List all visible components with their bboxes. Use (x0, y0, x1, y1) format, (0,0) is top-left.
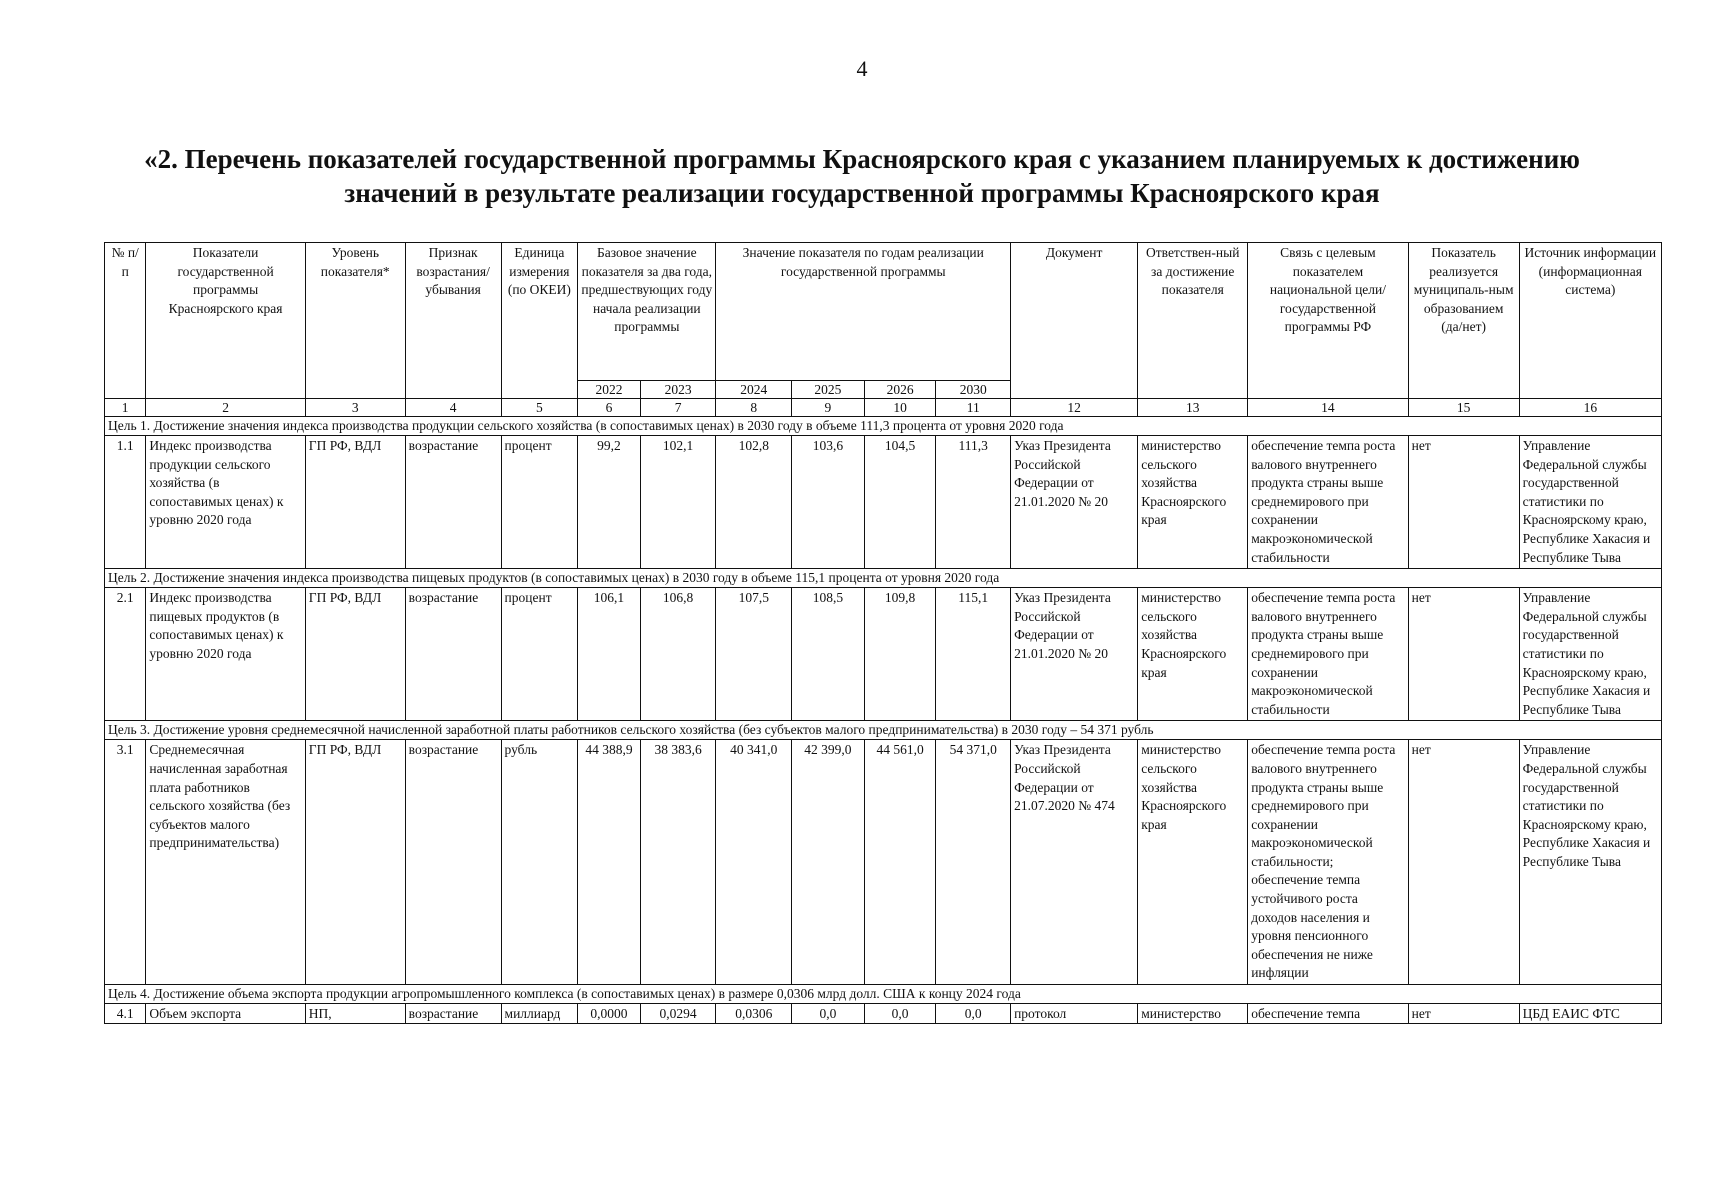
goal-3-text: Цель 3. Достижение уровня среднемесячной начисленной заработной платы работников сельского хозяйства (без субъектов малого предпринимательства) в 2030 году – 54 371 рубль (105, 721, 1662, 740)
goal-row (105, 417, 1662, 436)
indicator-level: НП, (305, 1004, 405, 1024)
table-row (105, 588, 1662, 721)
header-base-value: Базовое значение показателя за два года, предшествующих году начала реализации программы (578, 243, 716, 381)
column-number: 10 (864, 399, 936, 417)
header-indicator-name: Показатели государственной программы Красноярского края (146, 243, 305, 399)
column-number: 16 (1519, 399, 1661, 417)
value-2022: 44 388,9 (578, 740, 641, 985)
indicator-name: Индекс производства пищевых продуктов (в сопоставимых ценах) к уровню 2020 года (146, 588, 305, 721)
value-2025: 42 399,0 (792, 740, 865, 985)
column-number: 13 (1138, 399, 1248, 417)
column-number: 3 (305, 399, 405, 417)
header-year: 2026 (864, 381, 936, 399)
indicators-table (104, 242, 1662, 1024)
header-year: 2030 (936, 381, 1011, 399)
column-number: 7 (640, 399, 716, 417)
column-number: 14 (1248, 399, 1408, 417)
value-2024: 107,5 (716, 588, 792, 721)
column-number: 5 (501, 399, 578, 417)
value-2026: 104,5 (864, 436, 936, 569)
row-num: 2.1 (105, 588, 146, 721)
indicator-responsible: министерство (1138, 1004, 1248, 1024)
row-num: 4.1 (105, 1004, 146, 1024)
indicator-source: Управление Федеральной службы государственной статистики по Красноярскому краю, Республике Хакасия и Республике Тыва (1519, 588, 1661, 721)
column-number: 2 (146, 399, 305, 417)
indicator-name: Среднемесячная начисленная заработная плата работников сельского хозяйства (без субъектов малого предпринимательства) (146, 740, 305, 985)
row-num: 1.1 (105, 436, 146, 569)
column-number: 12 (1011, 399, 1138, 417)
value-2026: 44 561,0 (864, 740, 936, 985)
value-2030: 111,3 (936, 436, 1011, 569)
indicator-document: Указ Президента Российской Федерации от 21.07.2020 № 474 (1011, 740, 1138, 985)
value-2024: 40 341,0 (716, 740, 792, 985)
indicator-municipal: нет (1408, 588, 1519, 721)
table-row (105, 740, 1662, 985)
indicator-trend: возрастание (405, 1004, 501, 1024)
indicator-level: ГП РФ, ВДЛ (305, 436, 405, 569)
header-national-goal-link: Связь с целевым показателем национальной цели/государственной программы РФ (1248, 243, 1408, 399)
header-level: Уровень показателя* (305, 243, 405, 399)
indicator-name: Объем экспорта (146, 1004, 305, 1024)
column-number: 11 (936, 399, 1011, 417)
indicator-national-link: обеспечение темпа роста валового внутреннего продукта страны выше среднемирового при сохранении макроэкономической стабильности (1248, 588, 1408, 721)
indicator-responsible: министерство сельского хозяйства Красноярского края (1138, 588, 1248, 721)
value-2023: 0,0294 (640, 1004, 716, 1024)
table-row (105, 1004, 1662, 1024)
indicator-responsible: министерство сельского хозяйства Красноярского края (1138, 740, 1248, 985)
column-number: 6 (578, 399, 641, 417)
column-number: 1 (105, 399, 146, 417)
goal-4-text: Цель 4. Достижение объема экспорта продукции агропромышленного комплекса (в сопоставимых ценах) в размере 0,0306 млрд долл. США к концу 2024 года (105, 985, 1662, 1004)
header-year: 2025 (792, 381, 865, 399)
header-unit: Единица измерения (по ОКЕИ) (501, 243, 578, 399)
indicator-national-link: обеспечение темпа роста валового внутреннего продукта страны выше среднемирового при сохранении макроэкономической стабильности (1248, 436, 1408, 569)
indicator-unit: процент (501, 588, 578, 721)
header-trend: Признак возрастания/ убывания (405, 243, 501, 399)
indicator-trend: возрастание (405, 740, 501, 985)
column-number: 15 (1408, 399, 1519, 417)
value-2022: 99,2 (578, 436, 641, 569)
indicator-level: ГП РФ, ВДЛ (305, 740, 405, 985)
header-document: Документ (1011, 243, 1138, 399)
indicator-national-link: обеспечение темпа роста валового внутреннего продукта страны выше среднемирового при сохранении макроэкономической стабильности; обеспечение темпа устойчивого роста доходов населения и уровня пенсионного обеспечения не ниже инфляции (1248, 740, 1408, 985)
indicator-document: протокол (1011, 1004, 1138, 1024)
indicator-unit: процент (501, 436, 578, 569)
table-row (105, 436, 1662, 569)
value-2030: 0,0 (936, 1004, 1011, 1024)
indicator-national-link: обеспечение темпа (1248, 1004, 1408, 1024)
value-2025: 108,5 (792, 588, 865, 721)
header-responsible: Ответствен-ный за достижение показателя (1138, 243, 1248, 399)
value-2023: 102,1 (640, 436, 716, 569)
goal-row (105, 569, 1662, 588)
value-2022: 0,0000 (578, 1004, 641, 1024)
value-2026: 109,8 (864, 588, 936, 721)
column-number: 4 (405, 399, 501, 417)
header-year: 2022 (578, 381, 641, 399)
header-num: № п/п (105, 243, 146, 399)
value-2024: 102,8 (716, 436, 792, 569)
indicator-name: Индекс производства продукции сельского хозяйства (в сопоставимых ценах) к уровню 2020 года (146, 436, 305, 569)
column-number-row (105, 399, 1662, 417)
page-title (60, 142, 1664, 210)
indicator-trend: возрастание (405, 588, 501, 721)
indicator-municipal: нет (1408, 436, 1519, 569)
value-2030: 54 371,0 (936, 740, 1011, 985)
indicator-unit: миллиард (501, 1004, 578, 1024)
page-number: 4 (856, 56, 868, 81)
header-municipal: Показатель реализуется муниципаль-ным образованием (да/нет) (1408, 243, 1519, 399)
value-2026: 0,0 (864, 1004, 936, 1024)
header-yearly-values: Значение показателя по годам реализации государственной программы (716, 243, 1011, 381)
row-num: 3.1 (105, 740, 146, 985)
title-line-2: значений в результате реализации государственной программы Красноярского края (344, 178, 1380, 208)
goal-row (105, 721, 1662, 740)
goal-1-text: Цель 1. Достижение значения индекса производства продукции сельского хозяйства (в сопоставимых ценах) в 2030 году в объеме 111,3 процента от уровня 2020 года (105, 417, 1662, 436)
value-2025: 103,6 (792, 436, 865, 569)
header-year: 2023 (640, 381, 716, 399)
header-year: 2024 (716, 381, 792, 399)
indicator-municipal: нет (1408, 1004, 1519, 1024)
goal-2-text: Цель 2. Достижение значения индекса производства пищевых продуктов (в сопоставимых ценах) в 2030 году в объеме 115,1 процента от уровня 2020 года (105, 569, 1662, 588)
indicator-municipal: нет (1408, 740, 1519, 985)
value-2022: 106,1 (578, 588, 641, 721)
value-2025: 0,0 (792, 1004, 865, 1024)
indicator-level: ГП РФ, ВДЛ (305, 588, 405, 721)
goal-row (105, 985, 1662, 1004)
column-number: 8 (716, 399, 792, 417)
indicator-source: Управление Федеральной службы государственной статистики по Красноярскому краю, Республике Хакасия и Республике Тыва (1519, 740, 1661, 985)
title-line-1: «2. Перечень показателей государственной программы Красноярского края с указанием планируемых к достижению (144, 144, 1580, 174)
indicator-source: ЦБД ЕАИС ФТС (1519, 1004, 1661, 1024)
column-number: 9 (792, 399, 865, 417)
table-header (105, 243, 1662, 399)
header-source: Источник информации (информационная система) (1519, 243, 1661, 399)
indicator-document: Указ Президента Российской Федерации от 21.01.2020 № 20 (1011, 588, 1138, 721)
value-2023: 106,8 (640, 588, 716, 721)
indicator-source: Управление Федеральной службы государственной статистики по Красноярскому краю, Республике Хакасия и Республике Тыва (1519, 436, 1661, 569)
value-2023: 38 383,6 (640, 740, 716, 985)
indicator-document: Указ Президента Российской Федерации от 21.01.2020 № 20 (1011, 436, 1138, 569)
indicator-unit: рубль (501, 740, 578, 985)
value-2024: 0,0306 (716, 1004, 792, 1024)
indicator-trend: возрастание (405, 436, 501, 569)
indicator-responsible: министерство сельского хозяйства Красноярского края (1138, 436, 1248, 569)
value-2030: 115,1 (936, 588, 1011, 721)
